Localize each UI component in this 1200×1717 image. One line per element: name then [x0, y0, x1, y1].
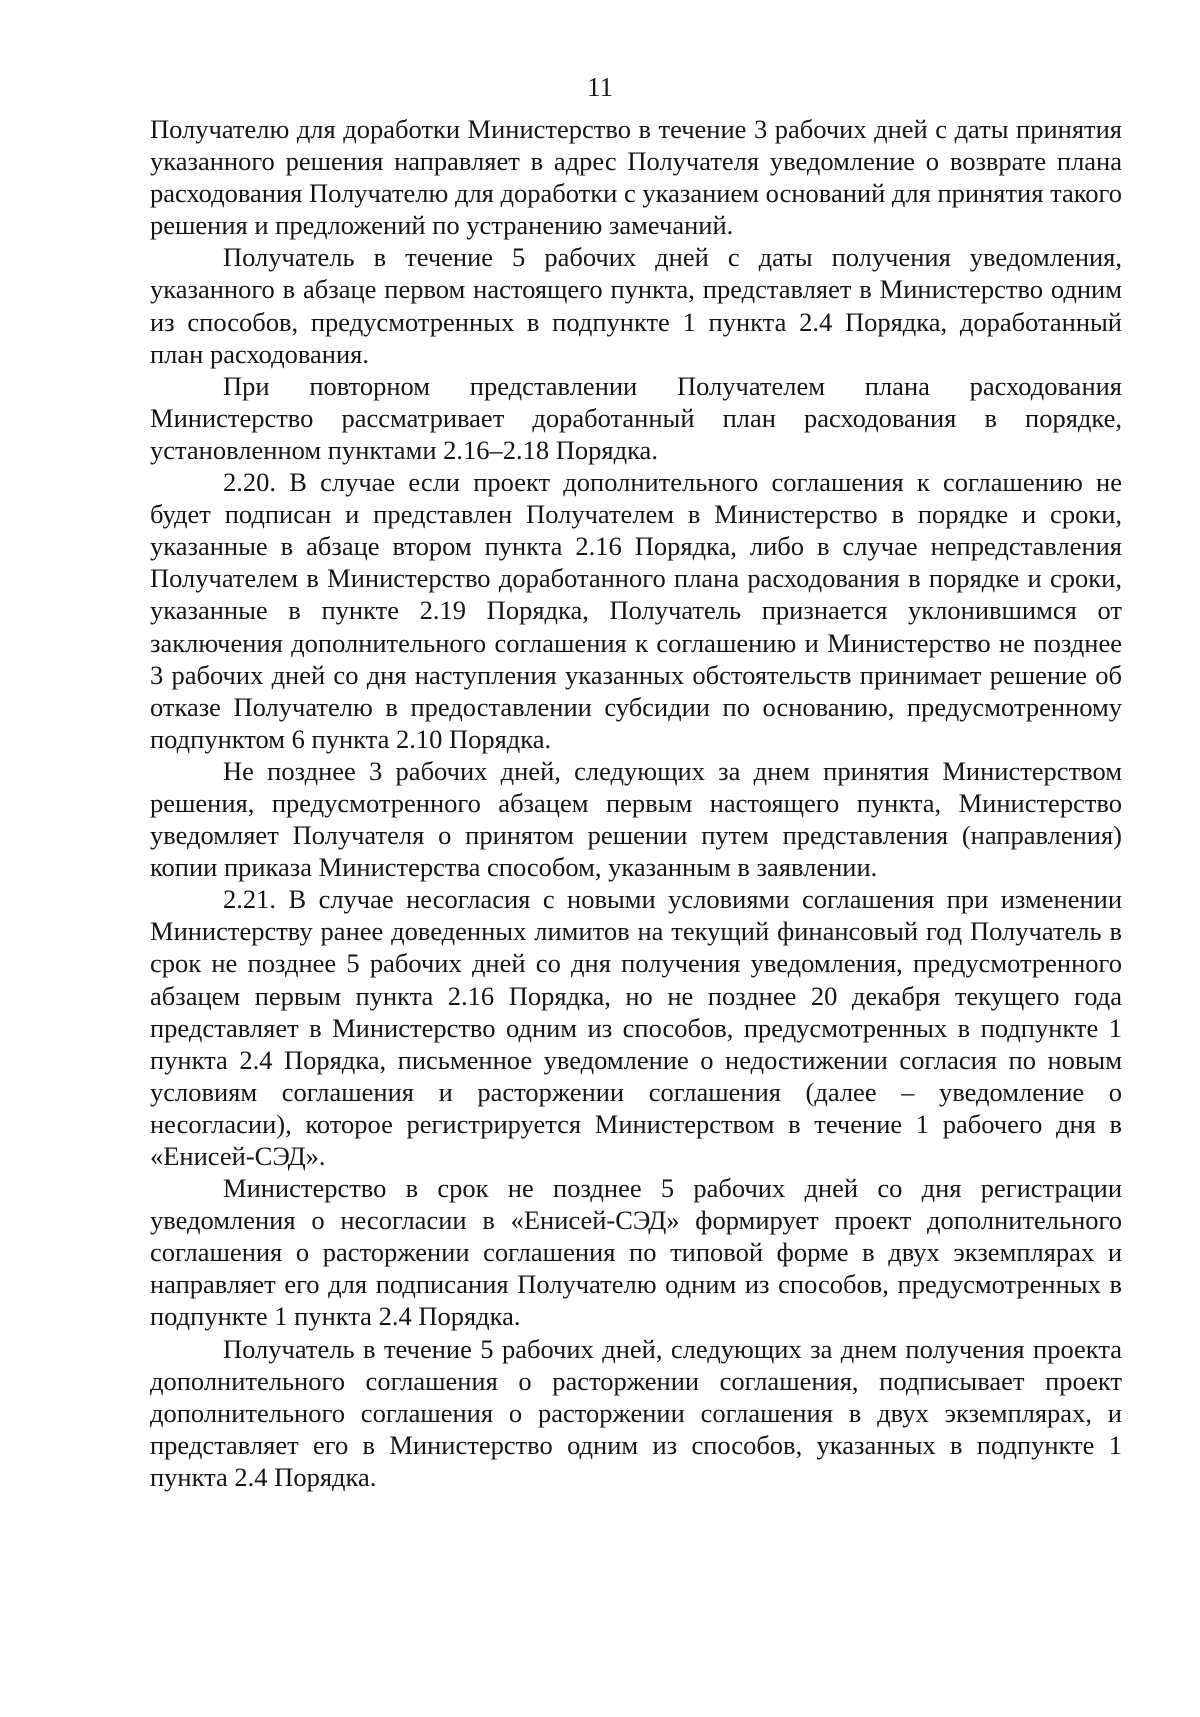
page-number: 11 [587, 72, 613, 102]
paragraph-revised-plan-submission: Получатель в течение 5 рабочих дней с даты получения уведомления, указанного в абзаце первом настоящего пункта, представляет в Министерство одним из способов, предусмотренных в подпункте 1 пункта 2.4 Порядка, доработанный план расходования. [150, 242, 1122, 369]
paragraph-clause-2-20: 2.20. В случае если проект дополнительного соглашения к соглашению не будет подписан и представлен Получателем в Министерство в порядке и сроки, указанные в абзаце втором пункта 2.16 Порядка, либо в случае непредставления Получателем в Министерство доработанного плана расходования в порядке и сроки, указанные в пункте 2.19 Порядка, Получатель признается уклонившимся от заключения дополнительного соглашения к соглашению и Министерство не позднее 3 рабочих дней со дня наступления указанных обстоятельств принимает решение об отказе Получателю в предоставлении субсидии по основанию, предусмотренному подпунктом 6 пункта 2.10 Порядка. [150, 467, 1122, 754]
paragraph-repeat-submission: При повторном представлении Получателем плана расходования Министерство рассматривает доработанный план расходования в порядке, установленном пунктами 2.16–2.18 Порядка. [150, 370, 1122, 465]
paragraph-return-for-revision: Получателю для доработки Министерство в течение 3 рабочих дней с даты принятия указанного решения направляет в адрес Получателя уведомление о возврате плана расходования Получателю для доработки с указанием оснований для принятия такого решения и предложений по устранению замечаний. [150, 114, 1122, 241]
document-body [150, 113, 1122, 1493]
paragraph-termination-draft: Министерство в срок не позднее 5 рабочих дней со дня регистрации уведомления о несогласии в «Енисей-СЭД» формирует проект дополнительного соглашения о расторжении соглашения по типовой форме в двух экземплярах и направляет его для подписания Получателю одним из способов, предусмотренных в подпункте 1 пункта 2.4 Порядка. [150, 1173, 1122, 1332]
paragraph-recipient-signing: Получатель в течение 5 рабочих дней, следующих за днем получения проекта дополнительного соглашения о расторжении соглашения, подписывает проект дополнительного соглашения о расторжении соглашения в двух экземплярах, и представляет его в Министерство одним из способов, указанных в подпункте 1 пункта 2.4 Порядка. [150, 1333, 1122, 1492]
paragraph-clause-2-21: 2.21. В случае несогласия с новыми условиями соглашения при изменении Министерству ранее доведенных лимитов на текущий финансовый год Получатель в срок не позднее 5 рабочих дней со дня получения уведомления, предусмотренного абзацем первым пункта 2.16 Порядка, но не позднее 20 декабря текущего года представляет в Министерство одним из способов, предусмотренных в подпункте 1 пункта 2.4 Порядка, письменное уведомление о недостижении согласия по новым условиям соглашения и расторжении соглашения (далее – уведомление о несогласии), которое регистрируется Министерством в течение 1 рабочего дня в «Енисей-СЭД». [150, 884, 1122, 1171]
paragraph-notification-of-decision: Не позднее 3 рабочих дней, следующих за днем принятия Министерством решения, предусмотренного абзацем первым настоящего пункта, Министерство уведомляет Получателя о принятом решении путем представления (направления) копии приказа Министерства способом, указанным в заявлении. [150, 755, 1122, 883]
